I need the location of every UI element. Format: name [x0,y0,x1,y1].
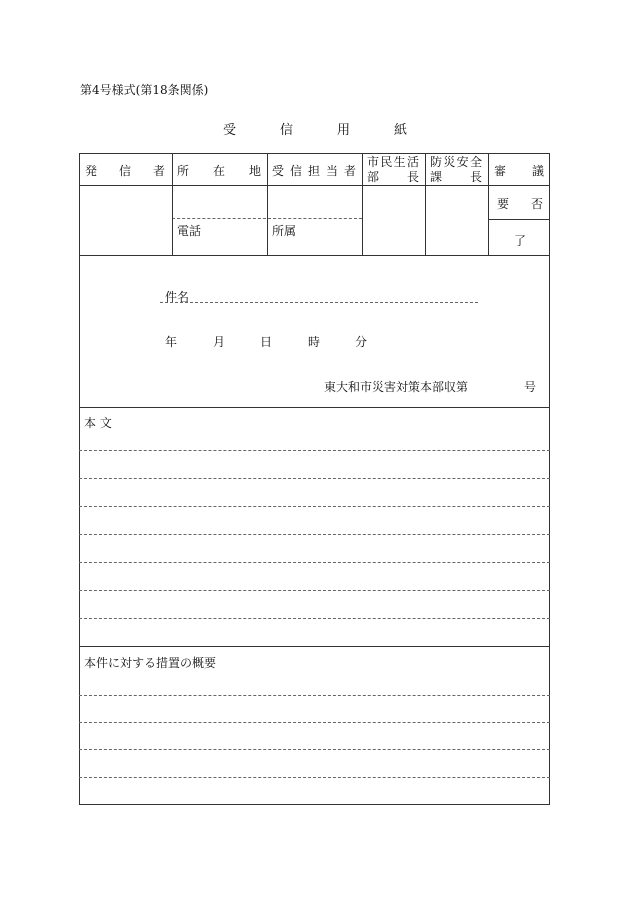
header-char: 活 [406,155,419,169]
header-char: 所 [177,164,190,178]
receiver-header [272,162,356,179]
header-char: 防 [430,155,443,169]
title-char: 用 [337,123,351,138]
header-row-divider [79,185,550,186]
title-char: 紙 [394,123,408,138]
unit-minute: 分 [355,335,368,349]
header-char: 課 [430,170,443,184]
header-char: 災 [443,155,456,169]
citizen-dept-header [367,155,419,185]
measures-line [79,695,550,696]
header-char: 者 [152,164,165,178]
header-char: 長 [406,170,419,184]
col-divider-3 [362,153,363,255]
measures-top-line [79,646,550,647]
necessity-label [497,195,543,212]
body-line [79,450,550,451]
header-char: 全 [469,155,482,169]
review-divider [488,219,550,220]
reception-label: 東大和市災害対策本部収第 [324,380,469,394]
header-char: 信 [118,164,131,178]
body-line [79,478,550,479]
header-char: 者 [343,164,356,178]
header-char: 市 [367,155,380,169]
safety-section-header [430,155,482,185]
form-title [0,119,630,138]
unit-day: 日 [260,335,273,349]
header-char: 生 [393,155,406,169]
header-char: 担 [307,164,320,178]
header-char: 受 [272,164,285,178]
header-char: 長 [469,170,482,184]
affiliation-label: 所属 [272,224,297,238]
body-label: 本 文 [84,416,112,430]
approved-label: 了 [514,234,527,248]
col-divider-5 [488,153,489,255]
body-line [79,590,550,591]
body-line [79,618,550,619]
form-frame [79,153,550,805]
number-suffix: 号 [524,380,537,394]
col-divider-2 [267,153,268,255]
necessity-char: 要 [497,197,510,211]
header-char: 信 [289,164,302,178]
subject-label: 件名 [165,290,190,304]
measures-line [79,777,550,778]
unit-month: 月 [213,335,226,349]
header-char: 部 [367,170,380,184]
body-top-line [79,407,550,408]
unit-hour: 時 [308,335,321,349]
unit-year: 年 [165,335,178,349]
header-char: 審 [494,164,507,178]
header-char: 民 [380,155,393,169]
measures-line [79,722,550,723]
sender-header [85,162,165,179]
phone-label: 電話 [177,224,202,238]
col-divider-1 [172,153,173,255]
body-line [79,506,550,507]
header-char: 安 [456,155,469,169]
address-header [177,162,261,179]
header-char: 在 [212,164,225,178]
subject-line [160,302,478,303]
body-line [79,534,550,535]
header-char: 議 [531,164,544,178]
form-number: 第4号様式(第18条関係) [80,83,209,97]
sender-row-bottom [79,255,550,256]
header-char: 地 [248,164,261,178]
title-char: 受 [222,123,236,138]
header-char: 発 [85,164,98,178]
measures-label: 本件に対する措置の概要 [84,656,217,670]
body-line [79,562,550,563]
review-header [494,162,544,179]
col-divider-4 [425,153,426,255]
header-char: 当 [325,164,338,178]
measures-line [79,749,550,750]
necessity-char: 否 [530,197,543,211]
title-char: 信 [279,123,293,138]
